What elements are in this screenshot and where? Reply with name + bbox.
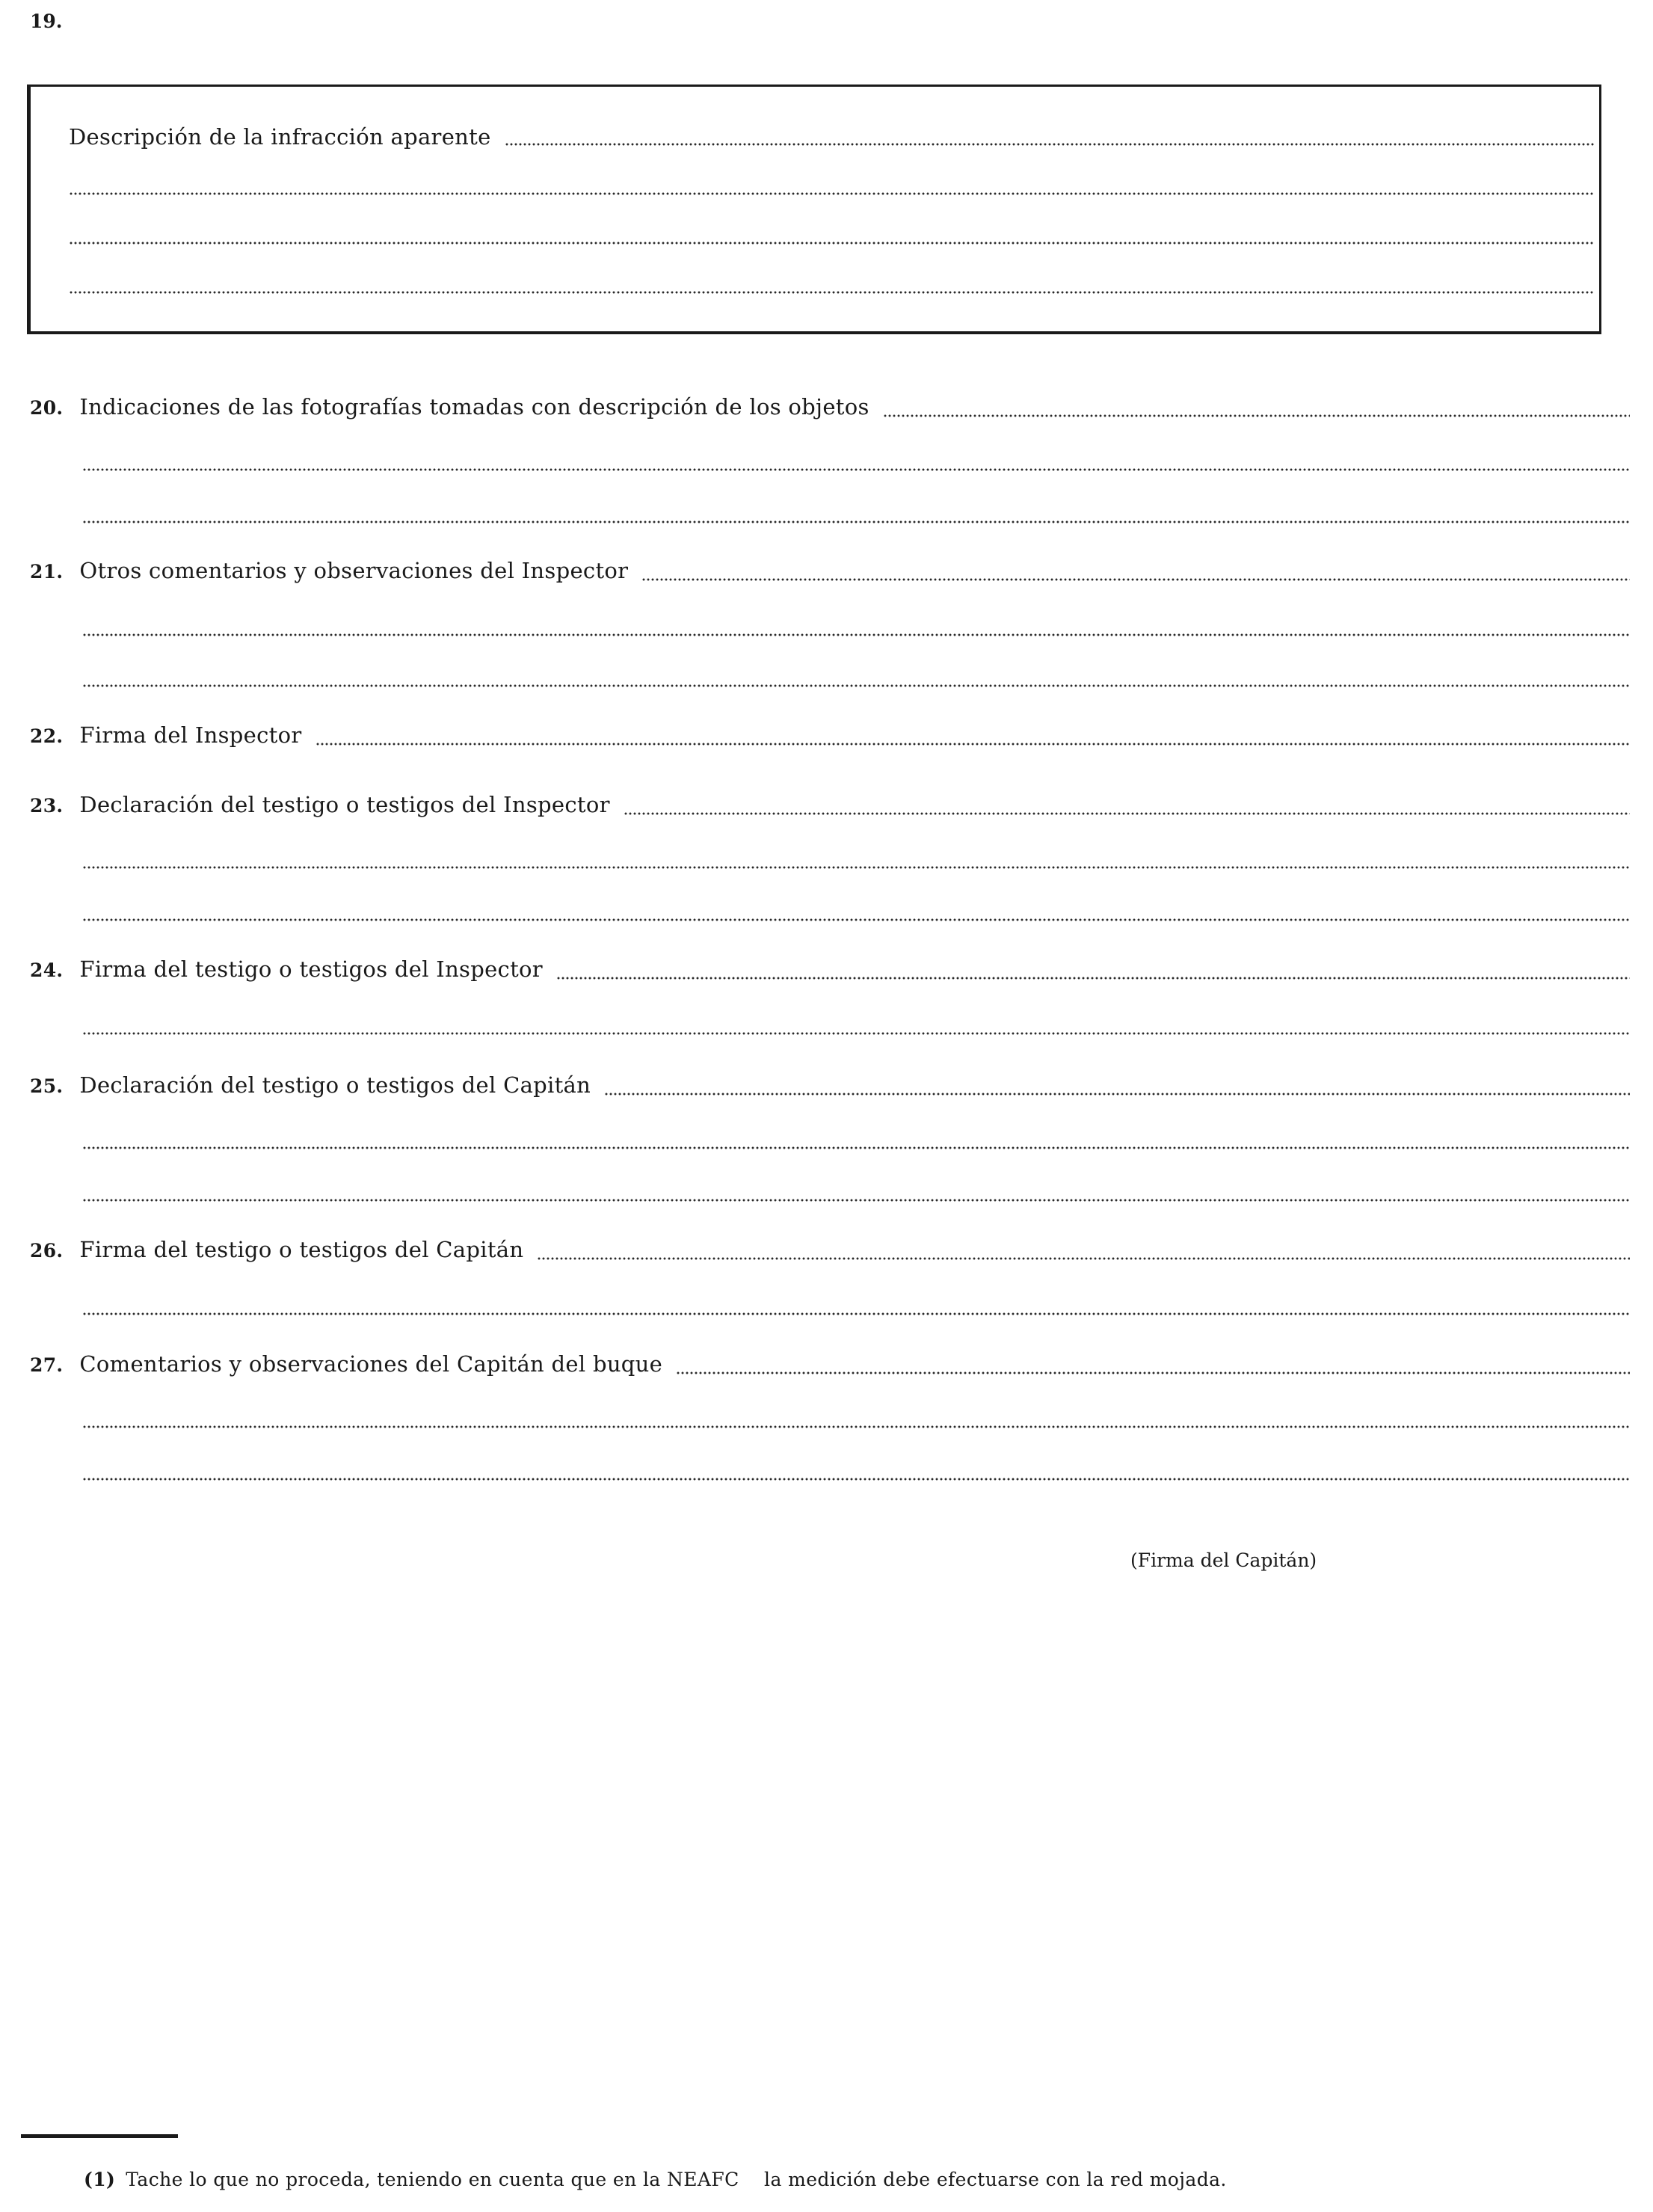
item-27-text: Comentarios y observaciones del Capitán del buque: [79, 1351, 663, 1377]
fill-dots: [676, 1371, 1630, 1374]
item-25-line-1[interactable]: [30, 1069, 1630, 1099]
fill-dots: [883, 414, 1630, 417]
fill-dots: [82, 866, 1630, 869]
item-23-line-2[interactable]: [82, 843, 1630, 873]
fill-dots: [604, 1093, 1630, 1096]
item-25-label: [30, 1072, 604, 1099]
item-27-line-3[interactable]: [82, 1454, 1630, 1484]
item-24-number: 24.: [30, 959, 64, 981]
fill-dots: [624, 812, 1630, 815]
fill-dots: [82, 1199, 1630, 1202]
page-number: 19.: [30, 10, 63, 32]
item-20-label: [30, 394, 883, 421]
fill-dots: [82, 1425, 1630, 1428]
item-26-label: [30, 1237, 537, 1264]
captain-signature-caption: (Firma del Capitán): [1130, 1549, 1317, 1571]
fill-dots: [82, 684, 1630, 687]
fill-dots: [82, 1312, 1630, 1315]
item-20-line-1[interactable]: [30, 391, 1630, 421]
fill-dots: [82, 468, 1630, 471]
item-20-line-2[interactable]: [82, 445, 1630, 475]
fill-dots: [69, 242, 1594, 245]
infraction-description-line-4[interactable]: [69, 268, 1594, 298]
item-26-text: Firma del testigo o testigos del Capitán: [79, 1237, 524, 1262]
item-24-line-2[interactable]: [82, 1009, 1630, 1039]
infraction-description-line-1[interactable]: [69, 120, 1594, 150]
item-23-line-3[interactable]: [82, 895, 1630, 925]
item-22-text: Firma del Inspector: [79, 722, 302, 748]
item-26-line-1[interactable]: [30, 1234, 1630, 1264]
fill-dots: [69, 192, 1594, 195]
item-23-text: Declaración del testigo o testigos del Inspector: [79, 792, 610, 817]
item-21-text: Otros comentarios y observaciones del Inspector: [79, 558, 629, 583]
fill-dots: [315, 743, 1630, 746]
footnote: [84, 2169, 1227, 2190]
item-24-line-1[interactable]: [30, 953, 1630, 983]
item-25-number: 25.: [30, 1075, 64, 1097]
item-20-text: Indicaciones de las fotografías tomadas con descripción de los objetos: [79, 394, 869, 420]
item-27-line-1[interactable]: [30, 1348, 1630, 1378]
item-25-text: Declaración del testigo o testigos del Capitán: [79, 1072, 591, 1098]
fill-dots: [556, 977, 1630, 980]
fill-dots: [82, 520, 1630, 523]
fill-dots: [82, 1032, 1630, 1035]
item-27-number: 27.: [30, 1354, 64, 1376]
item-24-text: Firma del testigo o testigos del Inspector: [79, 956, 543, 982]
item-21-number: 21.: [30, 561, 64, 583]
fill-dots: [82, 1146, 1630, 1149]
item-22-label: [30, 722, 315, 749]
fill-dots: [82, 918, 1630, 921]
infraction-description-line-2[interactable]: [69, 169, 1594, 199]
item-23-number: 23.: [30, 795, 64, 817]
fill-dots: [82, 633, 1630, 636]
item-27-label: [30, 1351, 676, 1378]
item-22-line-1[interactable]: [30, 719, 1630, 749]
item-26-line-2[interactable]: [82, 1289, 1630, 1319]
item-25-line-3[interactable]: [82, 1176, 1630, 1205]
item-24-label: [30, 956, 556, 983]
fill-dots: [82, 1478, 1630, 1481]
item-26-number: 26.: [30, 1240, 64, 1262]
footnote-rule: [21, 2134, 178, 2138]
item-23-line-1[interactable]: [30, 789, 1630, 819]
fill-dots: [537, 1257, 1630, 1260]
footnote-text: Tache lo que no proceda, teniendo en cuenta que en la NEAFC la medición debe efectuarse con la red mojada.: [126, 2169, 1227, 2190]
footnote-mark: (1): [84, 2169, 116, 2190]
item-27-line-2[interactable]: [82, 1402, 1630, 1432]
item-23-label: [30, 792, 624, 819]
item-20-line-3[interactable]: [82, 497, 1630, 527]
item-21-line-2[interactable]: [82, 610, 1630, 640]
infraction-description-label: Descripción de la infracción aparente: [69, 124, 491, 150]
item-21-line-3[interactable]: [82, 661, 1630, 691]
item-21-label: [30, 558, 641, 585]
fill-dots: [641, 578, 1630, 581]
item-25-line-2[interactable]: [82, 1123, 1630, 1153]
infraction-description-line-3[interactable]: [69, 218, 1594, 248]
fill-dots: [69, 291, 1594, 294]
item-21-line-1[interactable]: [30, 555, 1630, 585]
fill-dots: [505, 143, 1594, 146]
item-20-number: 20.: [30, 397, 64, 419]
item-22-number: 22.: [30, 725, 64, 747]
